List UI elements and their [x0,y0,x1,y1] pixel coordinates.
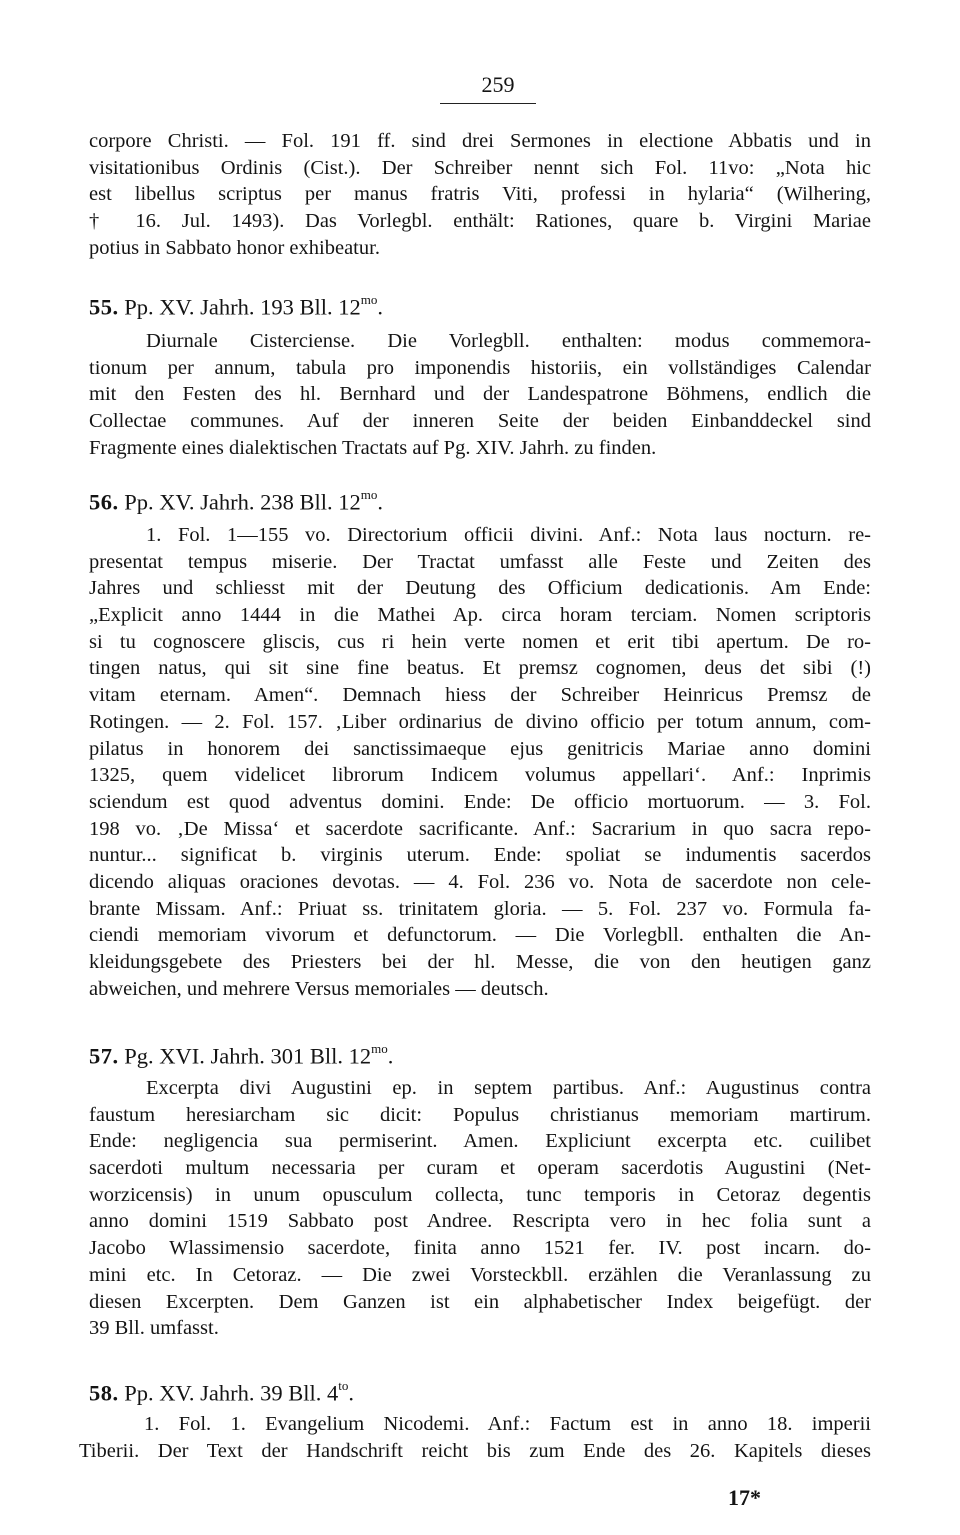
text-line: pilatus in honorem dei sanctissimaeque ejus genitricis Mariae anno domini [89,737,871,760]
text-line: 1. Fol. 1. Evangelium Nicodemi. Anf.: Factum est in anno 18. imperii [144,1413,871,1435]
text-line: Collectae communes. Auf der inneren Seite der beiden Einbanddeckel sind [89,410,871,433]
text-line: kleidungsgebete des Priesters bei der hl. Messe, die von den heutigen ganz [89,951,871,973]
text-line: tionum per annum, tabula pro imponendis historiis, ein vollständiges Calendar [89,356,871,379]
text-line: si tu cognoscere gliscis, cus ri hein verte nomen et erit tibi apertum. De ro- [89,630,871,653]
text-line: vitam eternam. Amen“. Demnach hiess der Schreiber Heinricus Premsz de [89,684,871,707]
text-line: nuntur... significat b. virginis uterum. Ende: spoliat se indumentis sacerdos [89,844,871,867]
text-line: est libellus scriptus per manus fratris Viti, professi in hylaria“ (Wilhering, [89,183,871,206]
format-superscript: mo [360,292,378,307]
text-line: anno domini 1519 Sabbato post Andree. Rescripta vero in hec folia sunt a [89,1210,871,1233]
entry-heading-text: Pp. XV. Jahrh. 238 Bll. 12 [124,489,361,515]
text-line: corpore Christi. — Fol. 191 ff. sind drei Sermones in electione Abbatis und in [89,130,871,152]
text-line: „Explicit anno 1444 in die Mathei Ap. circa horam terciam. Nomen scriptoris [89,604,871,627]
format-end: . [377,294,383,320]
entry-body [89,522,871,1002]
entry-heading [89,287,383,323]
format-end: . [377,489,383,515]
text-line: ciendi memoriam vivorum et defunctorum. — Die Vorlegbll. enthalten die An- [89,924,871,947]
entry-body [89,1075,871,1342]
entry-number: 57. [89,1043,119,1069]
text-line: sciendum est quod adventus domini. Ende: De officio mortuorum. — 3. Fol. [89,790,871,813]
text-line: dicendo aliquas oraciones devotas. — 4. Fol. 236 vo. Nota de sacerdote non cele- [89,870,871,893]
header-rule [440,103,536,104]
text-line: tingen natus, qui sit sine fine beatus. Et premsz cognomen, deus det sibi (!) [89,657,871,680]
entry-heading-text: Pg. XVI. Jahrh. 301 Bll. 12 [124,1043,372,1069]
page-number: 259 [481,72,515,97]
entry-heading-text: Pp. XV. Jahrh. 39 Bll. 4 [124,1380,339,1406]
entry-number: 55. [89,294,119,320]
text-line: Jahres und schliesst mit der Deutung des Officium dedicationis. Am Ende: [89,577,871,600]
text-line: worzicensis) in unum opusculum collecta, tunc temporis in Cetoraz degentis [89,1183,871,1206]
text-line: brante Missam. Anf.: Priuat ss. trinitatem gloria. — 5. Fol. 237 vo. Formula fa- [89,897,871,920]
text-line: Jacobo Wlassimensio sacerdote, finita anno 1521 fer. IV. post incarn. do- [89,1237,871,1260]
entry-number: 56. [89,489,119,515]
format-superscript: mo [360,487,378,502]
text-line: Rotingen. — 2. Fol. 157. ‚Liber ordinarius de divino officio per totum annum, com- [89,710,871,733]
text-line: abweichen, und mehrere Versus memoriales — deutsch. [89,977,549,1000]
entry-heading [89,1373,354,1409]
signature-mark: 17* [728,1485,761,1510]
text-line: diesen Excerpten. Dem Ganzen ist ein alphabetischer Index beigefügt. der [89,1290,871,1313]
entry-heading-text: Pp. XV. Jahrh. 193 Bll. 12 [124,294,361,320]
text-line: visitationibus Ordinis (Cist.). Der Schreiber nennt sich Fol. 11vo: „Nota hic [89,156,871,179]
entry-number: 58. [89,1380,119,1406]
entry-body [89,328,871,461]
text-line: Fragmente eines dialektischen Tractats auf Pg. XIV. Jahrh. zu finden. [89,436,657,459]
text-line: faustum heresiarcham sic dicit: Populus christianus memoriam martirum. [89,1103,871,1126]
entry-heading [89,482,383,518]
text-line: 39 Bll. umfasst. [89,1317,219,1340]
format-superscript: mo [371,1041,388,1056]
text-line: † 16. Jul. 1493). Das Vorlegbl. enthält: Rationes, quare b. Virgini Mariae [89,210,871,233]
text-line: sacerdoti multum necessaria per curam et operam sacerdotis Augustini (Net- [89,1157,871,1180]
format-end: . [348,1380,354,1406]
text-line: Tiberii. Der Text der Handschrift reicht bis zum Ende des 26. Kapitels dieses [79,1439,871,1462]
entry-body [79,1411,871,1464]
text-line: Ende: negligencia sua permiserint. Amen. Expliciunt excerpta etc. cuilibet [89,1130,871,1153]
format-end: . [387,1043,394,1069]
text-line: potius in Sabbato honor exhibeatur. [89,236,380,259]
intro-paragraph [89,128,871,261]
entry-heading [89,1036,393,1072]
text-line: mit den Festen des hl. Bernhard und der Landespatrone Böhmens, endlich die [89,383,871,406]
text-line: Diurnale Cisterciense. Die Vorlegbll. enthalten: modus commemora- [146,330,871,352]
text-line: 1. Fol. 1—155 vo. Directorium officii divini. Anf.: Nota laus nocturn. re- [146,524,871,546]
text-line: mini etc. In Cetoraz. — Die zwei Vorsteckbll. erzählen die Veranlassung zu [89,1263,871,1286]
text-line: presentat tempus miserie. Der Tractat umfasst alle Feste und Zeiten des [89,550,871,573]
text-line: 1325, quem videlicet librorum Indicem volumus appellari‘. Anf.: Inprimis [89,764,871,787]
text-line: Excerpta divi Augustini ep. in septem partibus. Anf.: Augustinus contra [146,1077,871,1099]
format-superscript: to [338,1378,349,1393]
text-line: 198 vo. ‚De Missa‘ et sacerdote sacrificante. Anf.: Sacrarium in quo sacra repo- [89,817,871,840]
